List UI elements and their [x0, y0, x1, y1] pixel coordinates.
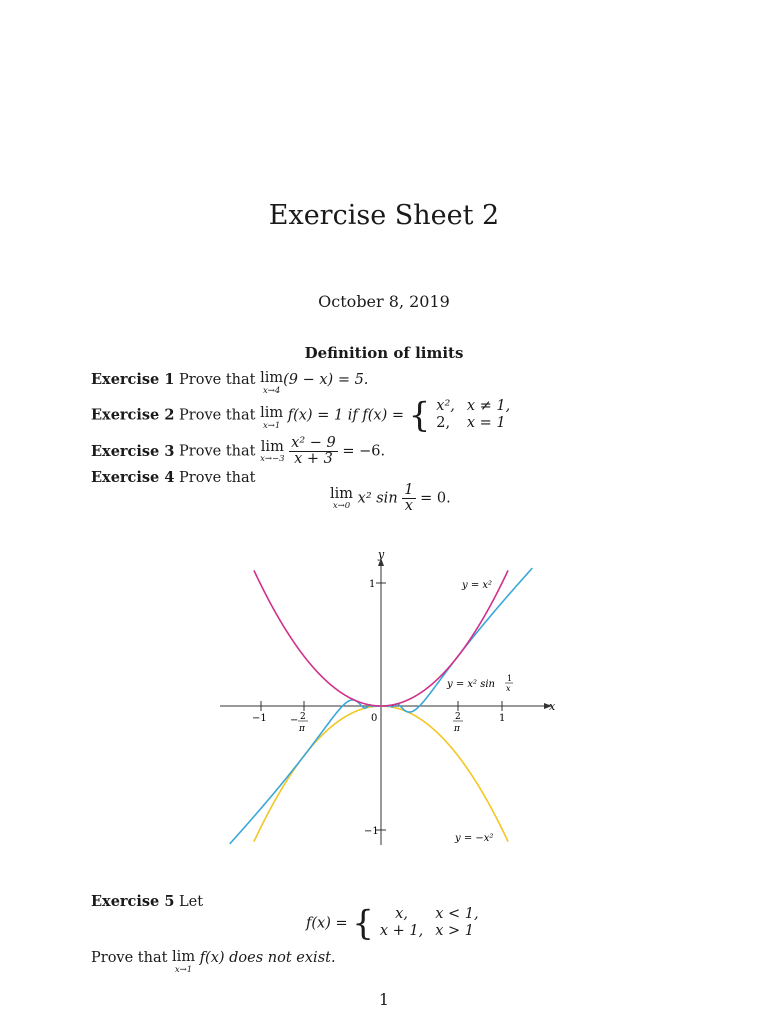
exercise-3-label: Exercise 3 — [91, 443, 175, 461]
svg-text:π: π — [454, 724, 460, 734]
left-brace: { — [408, 395, 431, 436]
fraction — [402, 483, 415, 514]
exercise-1-label: Exercise 1 — [91, 371, 175, 388]
y-axis-label: y — [378, 548, 385, 561]
svg-text:−: − — [290, 715, 299, 726]
svg-text:2: 2 — [300, 712, 306, 722]
exercise-3-rhs: = −6. — [342, 443, 386, 460]
case-2-condition: x = 1 — [466, 415, 506, 432]
x-axis-label: x — [549, 700, 556, 713]
exercise-1 — [91, 371, 368, 395]
lim-text: lim — [330, 485, 354, 502]
label-middle-curve — [446, 674, 513, 693]
fraction — [289, 436, 338, 467]
page-number: 1 — [378, 990, 390, 1009]
x-tick-label-neg2pi — [290, 712, 308, 734]
exercise-2-prefix: Prove that — [179, 407, 256, 424]
lim-subscript: x→4 — [262, 385, 281, 396]
lim-text: lim — [260, 370, 284, 386]
svg-text:π: π — [299, 724, 305, 734]
piecewise-cases — [430, 398, 516, 433]
exercise-1-expression: (9 − x) = 5. — [283, 372, 369, 388]
lim-subscript: x→−3 — [260, 454, 285, 465]
exercise-5-conclusion-prefix: Prove that — [91, 950, 168, 966]
lim-text: lim — [260, 438, 284, 455]
lim-text: lim — [260, 405, 284, 421]
case-1-condition: x < 1, — [435, 906, 479, 922]
fraction-numerator: 1 — [404, 482, 414, 498]
exercise-2-label: Exercise 2 — [91, 406, 175, 424]
fraction-numerator: x² − 9 — [291, 435, 336, 451]
limit-operator — [172, 950, 195, 974]
origin-label: 0 — [371, 713, 378, 724]
page-title: Exercise Sheet 2 — [268, 200, 500, 231]
case-2-value: x + 1, — [379, 923, 424, 940]
limit-operator — [260, 406, 283, 430]
exercise-3-prefix: Prove that — [179, 443, 256, 460]
exercise-4 — [91, 469, 255, 486]
svg-text:y = x² sin: y = x² sin — [447, 679, 495, 690]
exercise-4-label: Exercise 4 — [91, 469, 175, 486]
limit-operator — [330, 487, 353, 511]
left-brace: { — [352, 903, 374, 944]
exercise-2 — [91, 395, 516, 436]
exercise-4-rhs: = 0. — [420, 490, 451, 507]
label-lower-curve: y = −x² — [455, 833, 494, 844]
case-1-condition: x ≠ 1, — [466, 398, 511, 414]
exercise-5-label: Exercise 5 — [91, 893, 175, 910]
lim-subscript: x→1 — [174, 964, 193, 975]
svg-text:2: 2 — [455, 712, 461, 722]
piecewise-cases — [374, 906, 485, 941]
exercise-4-expression: x² sin — [357, 490, 398, 507]
y-tick-label-neg1: −1 — [364, 826, 379, 837]
exercise-5-fx: f(x) = — [306, 915, 348, 932]
svg-text:1: 1 — [507, 674, 513, 683]
section-title: Definition of limits — [304, 344, 464, 362]
squeeze-theorem-figure — [0, 540, 768, 860]
document-date: October 8, 2019 — [318, 292, 450, 311]
y-tick-label-1: 1 — [369, 579, 376, 590]
exercise-5-conclusion-rest: f(x) does not exist. — [199, 950, 336, 966]
x-tick-label-1: 1 — [499, 713, 506, 724]
lim-subscript: x→0 — [332, 501, 351, 512]
fraction-denominator: x + 3 — [294, 451, 333, 468]
exercise-2-expression: f(x) = 1 if f(x) = — [287, 407, 405, 424]
exercise-5-piecewise — [306, 903, 485, 944]
x-tick-label-neg1: −1 — [252, 713, 267, 724]
svg-text:x: x — [506, 684, 511, 693]
exercise-3 — [91, 436, 385, 467]
x-tick-label-2pi — [453, 712, 463, 734]
exercise-4-prefix: Prove that — [179, 470, 256, 486]
label-upper-curve: y = x² — [462, 580, 493, 591]
exercise-5-prefix: Let — [179, 894, 204, 910]
case-2-condition: x > 1 — [435, 923, 475, 940]
case-1-value: x, — [395, 906, 408, 922]
lim-subscript: x→1 — [262, 420, 281, 431]
exercise-1-prefix: Prove that — [179, 372, 256, 388]
fraction-denominator: x — [404, 498, 413, 515]
exercise-4-display-equation — [330, 483, 451, 514]
exercise-5-conclusion — [91, 950, 336, 974]
limit-operator — [260, 371, 283, 395]
case-1-value: x², — [436, 398, 455, 414]
limit-operator — [260, 440, 284, 464]
exercise-5 — [91, 893, 203, 910]
case-2-value: 2, — [436, 415, 451, 432]
lim-text: lim — [172, 949, 196, 965]
